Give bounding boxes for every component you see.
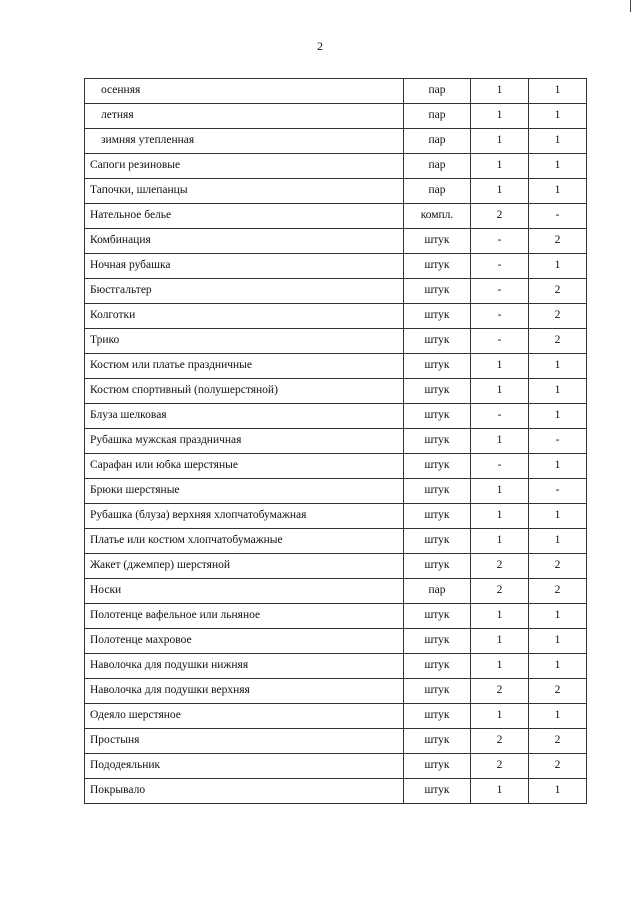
table-row bbox=[85, 304, 587, 329]
quantity-2-cell: 2 bbox=[529, 579, 587, 604]
unit-cell: штук bbox=[404, 729, 471, 754]
table-row bbox=[85, 654, 587, 679]
items-table-body bbox=[85, 79, 587, 804]
quantity-2-cell: 1 bbox=[529, 529, 587, 554]
quantity-1-cell: 2 bbox=[471, 729, 529, 754]
quantity-2-cell: 1 bbox=[529, 779, 587, 804]
unit-cell: пар bbox=[404, 579, 471, 604]
quantity-2-cell: 1 bbox=[529, 704, 587, 729]
table-row bbox=[85, 279, 587, 304]
unit-cell: штук bbox=[404, 404, 471, 429]
quantity-2-cell: - bbox=[529, 429, 587, 454]
quantity-1-cell: 1 bbox=[471, 104, 529, 129]
item-name-cell: осенняя bbox=[85, 79, 404, 104]
unit-cell: пар bbox=[404, 129, 471, 154]
unit-cell: штук bbox=[404, 679, 471, 704]
unit-cell: штук bbox=[404, 604, 471, 629]
table-row bbox=[85, 79, 587, 104]
quantity-1-cell: 2 bbox=[471, 554, 529, 579]
quantity-2-cell: 1 bbox=[529, 104, 587, 129]
quantity-2-cell: - bbox=[529, 204, 587, 229]
quantity-2-cell: 1 bbox=[529, 404, 587, 429]
table-row bbox=[85, 329, 587, 354]
table-row bbox=[85, 479, 587, 504]
item-name-cell: Платье или костюм хлопчатобумажные bbox=[85, 529, 404, 554]
unit-cell: штук bbox=[404, 329, 471, 354]
table-row bbox=[85, 104, 587, 129]
item-name-cell: Наволочка для подушки верхняя bbox=[85, 679, 404, 704]
item-name-cell: Ночная рубашка bbox=[85, 254, 404, 279]
quantity-2-cell: 1 bbox=[529, 379, 587, 404]
quantity-2-cell: 2 bbox=[529, 304, 587, 329]
quantity-1-cell: 1 bbox=[471, 354, 529, 379]
unit-cell: штук bbox=[404, 529, 471, 554]
quantity-1-cell: 1 bbox=[471, 629, 529, 654]
quantity-1-cell: - bbox=[471, 254, 529, 279]
item-name-cell: Жакет (джемпер) шерстяной bbox=[85, 554, 404, 579]
quantity-2-cell: 1 bbox=[529, 604, 587, 629]
item-name-cell: Брюки шерстяные bbox=[85, 479, 404, 504]
table-row bbox=[85, 229, 587, 254]
table-row bbox=[85, 254, 587, 279]
table-row bbox=[85, 454, 587, 479]
table-row bbox=[85, 704, 587, 729]
item-name-cell: Рубашка мужская праздничная bbox=[85, 429, 404, 454]
unit-cell: штук bbox=[404, 429, 471, 454]
item-name-cell: Рубашка (блуза) верхняя хлопчатобумажная bbox=[85, 504, 404, 529]
unit-cell: штук bbox=[404, 754, 471, 779]
quantity-1-cell: 1 bbox=[471, 179, 529, 204]
items-table bbox=[84, 78, 587, 804]
quantity-2-cell: 2 bbox=[529, 679, 587, 704]
table-row bbox=[85, 179, 587, 204]
item-name-cell: Пододеяльник bbox=[85, 754, 404, 779]
unit-cell: штук bbox=[404, 779, 471, 804]
quantity-2-cell: 1 bbox=[529, 454, 587, 479]
table-row bbox=[85, 504, 587, 529]
table-row bbox=[85, 554, 587, 579]
quantity-1-cell: 1 bbox=[471, 129, 529, 154]
quantity-2-cell: 1 bbox=[529, 179, 587, 204]
unit-cell: штук bbox=[404, 704, 471, 729]
unit-cell: штук bbox=[404, 554, 471, 579]
unit-cell: штук bbox=[404, 454, 471, 479]
table-row bbox=[85, 579, 587, 604]
unit-cell: пар bbox=[404, 79, 471, 104]
quantity-2-cell: 2 bbox=[529, 279, 587, 304]
table-row bbox=[85, 779, 587, 804]
quantity-1-cell: 1 bbox=[471, 504, 529, 529]
item-name-cell: Полотенце вафельное или льняное bbox=[85, 604, 404, 629]
unit-cell: компл. bbox=[404, 204, 471, 229]
quantity-2-cell: 1 bbox=[529, 629, 587, 654]
unit-cell: штук bbox=[404, 279, 471, 304]
item-name-cell: Костюм или платье праздничные bbox=[85, 354, 404, 379]
item-name-cell: Носки bbox=[85, 579, 404, 604]
item-name-cell: Наволочка для подушки нижняя bbox=[85, 654, 404, 679]
table-row bbox=[85, 204, 587, 229]
quantity-1-cell: 1 bbox=[471, 654, 529, 679]
unit-cell: штук bbox=[404, 504, 471, 529]
item-name-cell: Бюстгальтер bbox=[85, 279, 404, 304]
quantity-1-cell: 1 bbox=[471, 529, 529, 554]
quantity-2-cell: - bbox=[529, 479, 587, 504]
quantity-1-cell: - bbox=[471, 329, 529, 354]
quantity-1-cell: 2 bbox=[471, 679, 529, 704]
quantity-2-cell: 2 bbox=[529, 729, 587, 754]
table-row bbox=[85, 729, 587, 754]
quantity-2-cell: 2 bbox=[529, 229, 587, 254]
quantity-2-cell: 1 bbox=[529, 354, 587, 379]
quantity-1-cell: 1 bbox=[471, 479, 529, 504]
table-row bbox=[85, 604, 587, 629]
table-row bbox=[85, 629, 587, 654]
quantity-1-cell: 1 bbox=[471, 704, 529, 729]
item-name-cell: Сапоги резиновые bbox=[85, 154, 404, 179]
item-name-cell: Нательное белье bbox=[85, 204, 404, 229]
quantity-1-cell: 1 bbox=[471, 604, 529, 629]
quantity-1-cell: 1 bbox=[471, 79, 529, 104]
quantity-2-cell: 1 bbox=[529, 79, 587, 104]
table-row bbox=[85, 379, 587, 404]
quantity-2-cell: 1 bbox=[529, 129, 587, 154]
quantity-1-cell: - bbox=[471, 229, 529, 254]
table-row bbox=[85, 529, 587, 554]
item-name-cell: Костюм спортивный (полушерстяной) bbox=[85, 379, 404, 404]
quantity-1-cell: 2 bbox=[471, 754, 529, 779]
item-name-cell: летняя bbox=[85, 104, 404, 129]
table-row bbox=[85, 154, 587, 179]
quantity-1-cell: 2 bbox=[471, 579, 529, 604]
quantity-1-cell: 1 bbox=[471, 154, 529, 179]
unit-cell: пар bbox=[404, 104, 471, 129]
item-name-cell: зимняя утепленная bbox=[85, 129, 404, 154]
item-name-cell: Трико bbox=[85, 329, 404, 354]
quantity-1-cell: 1 bbox=[471, 379, 529, 404]
quantity-1-cell: 2 bbox=[471, 204, 529, 229]
item-name-cell: Комбинация bbox=[85, 229, 404, 254]
item-name-cell: Одеяло шерстяное bbox=[85, 704, 404, 729]
quantity-2-cell: 1 bbox=[529, 654, 587, 679]
table-row bbox=[85, 679, 587, 704]
item-name-cell: Блуза шелковая bbox=[85, 404, 404, 429]
unit-cell: пар bbox=[404, 154, 471, 179]
unit-cell: штук bbox=[404, 229, 471, 254]
table-row bbox=[85, 354, 587, 379]
quantity-2-cell: 2 bbox=[529, 754, 587, 779]
item-name-cell: Колготки bbox=[85, 304, 404, 329]
unit-cell: штук bbox=[404, 304, 471, 329]
unit-cell: штук bbox=[404, 254, 471, 279]
table-row bbox=[85, 404, 587, 429]
quantity-2-cell: 2 bbox=[529, 554, 587, 579]
unit-cell: пар bbox=[404, 179, 471, 204]
quantity-1-cell: - bbox=[471, 304, 529, 329]
unit-cell: штук bbox=[404, 479, 471, 504]
quantity-2-cell: 1 bbox=[529, 154, 587, 179]
item-name-cell: Полотенце махровое bbox=[85, 629, 404, 654]
table-row bbox=[85, 129, 587, 154]
page-number: 2 bbox=[317, 39, 323, 53]
table-row bbox=[85, 429, 587, 454]
unit-cell: штук bbox=[404, 629, 471, 654]
item-name-cell: Простыня bbox=[85, 729, 404, 754]
scan-edge-mark bbox=[630, 0, 631, 12]
quantity-1-cell: - bbox=[471, 404, 529, 429]
quantity-2-cell: 1 bbox=[529, 254, 587, 279]
item-name-cell: Сарафан или юбка шерстяные bbox=[85, 454, 404, 479]
quantity-1-cell: 1 bbox=[471, 429, 529, 454]
quantity-2-cell: 2 bbox=[529, 329, 587, 354]
quantity-2-cell: 1 bbox=[529, 504, 587, 529]
unit-cell: штук bbox=[404, 654, 471, 679]
item-name-cell: Тапочки, шлепанцы bbox=[85, 179, 404, 204]
item-name-cell: Покрывало bbox=[85, 779, 404, 804]
quantity-1-cell: - bbox=[471, 279, 529, 304]
table-row bbox=[85, 754, 587, 779]
unit-cell: штук bbox=[404, 379, 471, 404]
quantity-1-cell: - bbox=[471, 454, 529, 479]
quantity-1-cell: 1 bbox=[471, 779, 529, 804]
unit-cell: штук bbox=[404, 354, 471, 379]
